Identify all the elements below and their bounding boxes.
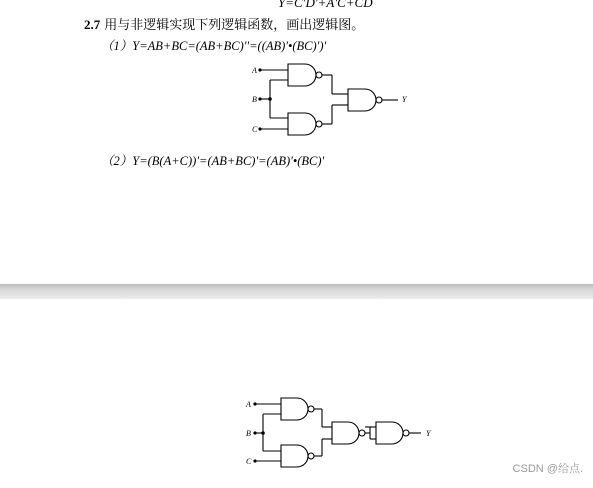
- nand-gate-c: [332, 422, 359, 444]
- problem-title: 用与非逻辑实现下列逻辑函数，画出逻辑图。: [104, 17, 365, 32]
- document-page-bottom: [0, 299, 593, 488]
- nand-gate-2: [288, 113, 316, 135]
- nand-gate-b: [281, 445, 308, 467]
- circuit1-output-y-label: Y: [402, 95, 407, 104]
- part2-equation: （2）Y=(B(A+C))'=(AB+BC)'=(AB)'•(BC)': [101, 154, 325, 168]
- nand-gate-a: [281, 398, 308, 420]
- circuit1-input-b-label: B: [252, 95, 257, 104]
- nand-gate-3: [348, 89, 376, 111]
- nand-gate-d: [376, 422, 403, 444]
- page-separator: [0, 284, 593, 299]
- circuit2-input-a-label: A: [246, 400, 251, 409]
- circuit2-input-c-label: C: [246, 457, 252, 466]
- part1-equation: （1）Y=AB+BC=(AB+BC)''=((AB)'•(BC)')': [101, 39, 327, 53]
- circuit2-diagram: [0, 299, 593, 488]
- circuit2-input-b-label: B: [246, 429, 251, 438]
- circuit1-input-c-label: C: [252, 125, 258, 134]
- circuit2-output-y-label: Y: [426, 429, 431, 438]
- csdn-watermark: CSDN @给点.: [512, 463, 583, 475]
- previous-equation: Y=C'D'+A'C+CD: [278, 0, 373, 10]
- nand-gate-1: [288, 64, 316, 86]
- problem-number: 2.7: [84, 17, 101, 32]
- circuit1-input-a-label: A: [252, 66, 257, 75]
